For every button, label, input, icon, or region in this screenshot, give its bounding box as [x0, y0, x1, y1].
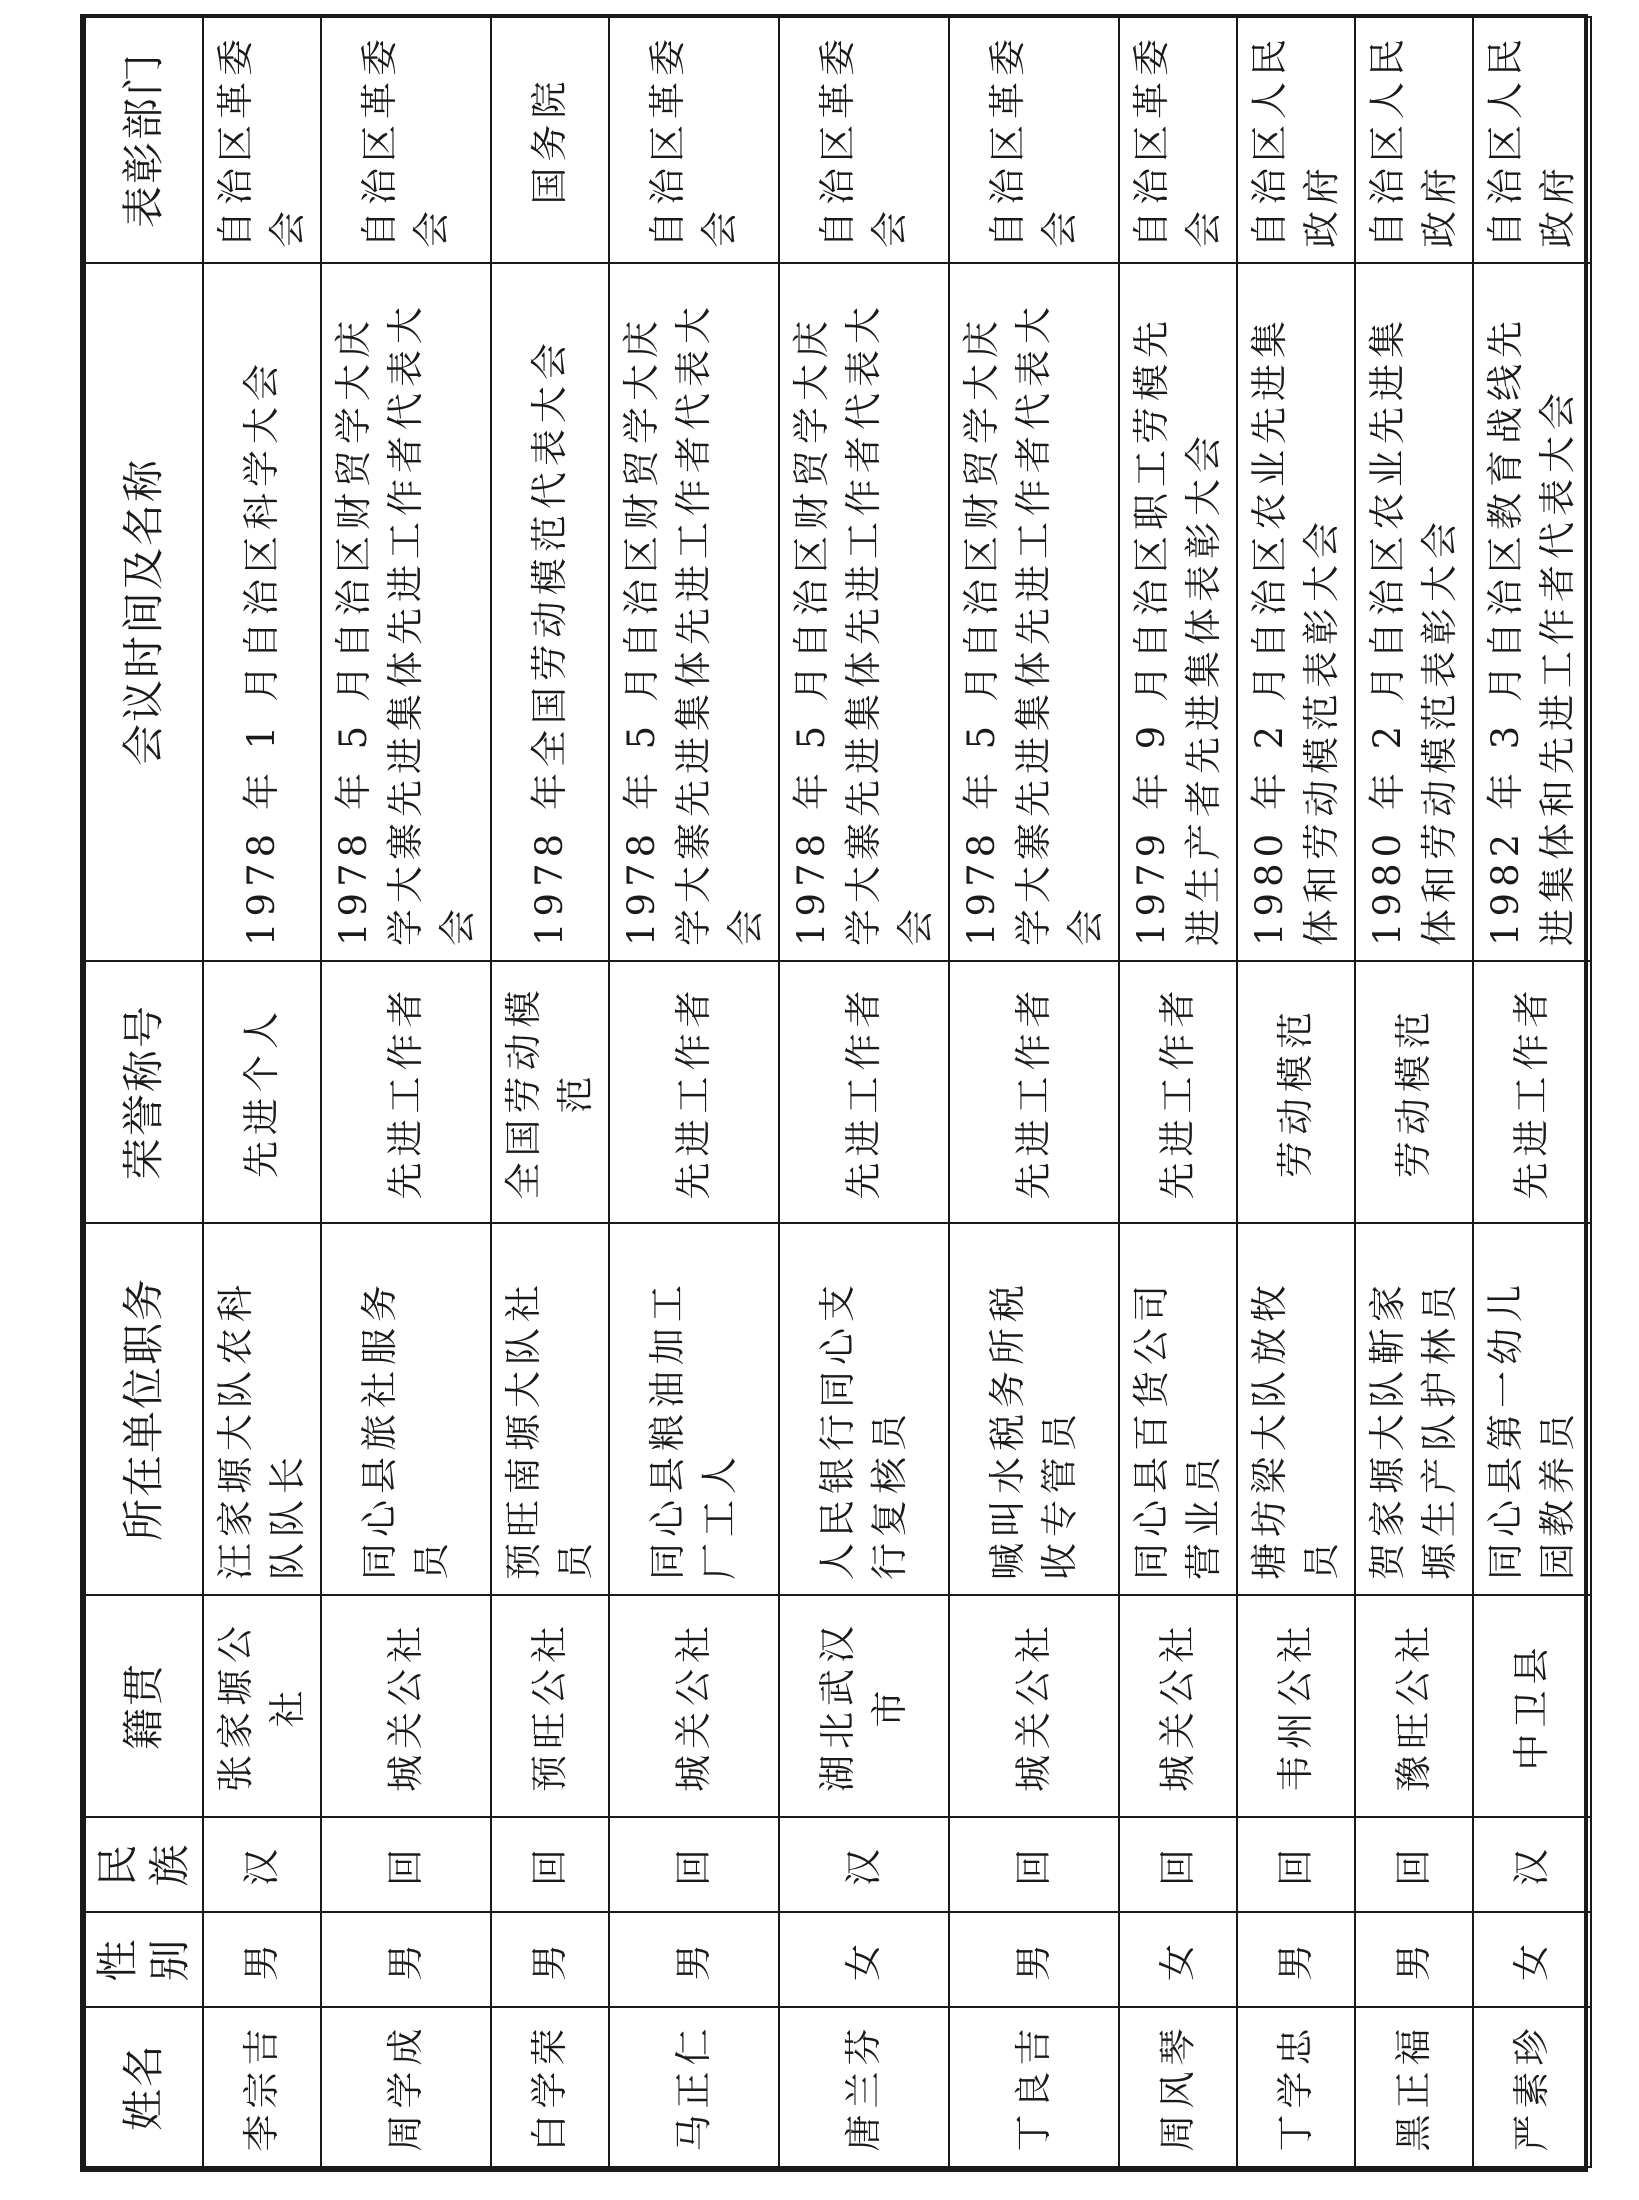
cell-name: 丁良吉	[949, 2007, 1119, 2167]
cell-meeting: 1980 年 2 月自治区农业先进集体和劳动模范表彰大会	[1237, 263, 1355, 961]
cell-origin: 预旺公社	[491, 1595, 609, 1817]
cell-ethnicity: 回	[321, 1817, 491, 1912]
cell-gender: 男	[949, 1912, 1119, 2007]
header-name: 姓名	[85, 2007, 203, 2167]
cell-honor: 劳动模范	[1355, 961, 1473, 1223]
cell-ethnicity: 汉	[1473, 1817, 1591, 1912]
cell-honor: 先进个人	[203, 961, 321, 1223]
cell-meeting: 1980 年 2 月自治区农业先进集体和劳动模范表彰大会	[1355, 263, 1473, 961]
cell-origin: 城关公社	[609, 1595, 779, 1817]
cell-meeting: 1978 年 5 月自治区财贸学大庆学大寨先进集体先进工作者代表大会	[609, 263, 779, 961]
cell-dept: 自治区革委会	[1119, 17, 1237, 263]
cell-unit-position: 同心县旅社服务员	[321, 1223, 491, 1595]
cell-dept: 自治区人民政府	[1473, 17, 1591, 263]
header-dept: 表彰部门	[85, 17, 203, 263]
cell-dept: 自治区革委会	[203, 17, 321, 263]
cell-gender: 男	[203, 1912, 321, 2007]
header-gender: 性别	[85, 1912, 203, 2007]
header-honor: 荣誉称号	[85, 961, 203, 1223]
cell-origin: 湖北武汉市	[779, 1595, 949, 1817]
cell-gender: 女	[1119, 1912, 1237, 2007]
cell-ethnicity: 回	[1237, 1817, 1355, 1912]
table-row	[1237, 17, 1355, 2167]
cell-honor: 全国劳动模范	[491, 961, 609, 1223]
cell-dept: 自治区革委会	[321, 17, 491, 263]
cell-unit-position: 塘坊梁大队放牧员	[1237, 1223, 1355, 1595]
table-row	[1355, 17, 1473, 2167]
cell-honor: 先进工作者	[609, 961, 779, 1223]
table-row	[779, 17, 949, 2167]
cell-name: 马正仁	[609, 2007, 779, 2167]
cell-origin: 中卫县	[1473, 1595, 1591, 1817]
cell-meeting: 1978 年 5 月自治区财贸学大庆学大寨先进集体先进工作者代表大会	[779, 263, 949, 961]
cell-ethnicity: 汉	[203, 1817, 321, 1912]
cell-ethnicity: 回	[491, 1817, 609, 1912]
cell-origin: 城关公社	[949, 1595, 1119, 1817]
cell-dept: 自治区人民政府	[1355, 17, 1473, 263]
cell-gender: 女	[1473, 1912, 1591, 2007]
cell-honor: 先进工作者	[321, 961, 491, 1223]
cell-meeting: 1978 年 1 月自治区科学大会	[203, 263, 321, 961]
cell-honor: 先进工作者	[949, 961, 1119, 1223]
cell-ethnicity: 汉	[779, 1817, 949, 1912]
cell-dept: 自治区革委会	[949, 17, 1119, 263]
table-row	[491, 17, 609, 2167]
cell-name: 周学成	[321, 2007, 491, 2167]
table-row	[949, 17, 1119, 2167]
cell-ethnicity: 回	[949, 1817, 1119, 1912]
roster-page	[80, 14, 1588, 2172]
cell-gender: 男	[1355, 1912, 1473, 2007]
table-row	[1473, 17, 1591, 2167]
header-row	[85, 17, 203, 2167]
table-row	[609, 17, 779, 2167]
header-meeting: 会议时间及名称	[85, 263, 203, 961]
table-row	[203, 17, 321, 2167]
cell-gender: 男	[491, 1912, 609, 2007]
cell-name: 严素珍	[1473, 2007, 1591, 2167]
header-ethnicity: 民族	[85, 1817, 203, 1912]
header-unit-position: 所在单位职务	[85, 1223, 203, 1595]
cell-origin: 城关公社	[321, 1595, 491, 1817]
cell-meeting: 1978 年 5 月自治区财贸学大庆学大寨先进集体先进工作者代表大会	[949, 263, 1119, 961]
cell-unit-position: 人民银行同心支行复核员	[779, 1223, 949, 1595]
cell-meeting: 1978 年 5 月自治区财贸学大庆学大寨先进集体先进工作者代表大会	[321, 263, 491, 961]
cell-meeting: 1982 年 3 月自治区教育战线先进集体和先进工作者代表大会	[1473, 263, 1591, 961]
table-row	[321, 17, 491, 2167]
cell-dept: 自治区人民政府	[1237, 17, 1355, 263]
cell-honor: 先进工作者	[1473, 961, 1591, 1223]
cell-honor: 先进工作者	[1119, 961, 1237, 1223]
cell-ethnicity: 回	[1119, 1817, 1237, 1912]
header-origin: 籍贯	[85, 1595, 203, 1817]
cell-meeting: 1978 年全国劳动模范代表大会	[491, 263, 609, 961]
cell-gender: 男	[609, 1912, 779, 2007]
cell-ethnicity: 回	[1355, 1817, 1473, 1912]
cell-unit-position: 预旺南塬大队社员	[491, 1223, 609, 1595]
cell-name: 周风琴	[1119, 2007, 1237, 2167]
cell-gender: 男	[1237, 1912, 1355, 2007]
cell-origin: 豫旺公社	[1355, 1595, 1473, 1817]
cell-name: 白学荣	[491, 2007, 609, 2167]
cell-dept: 自治区革委会	[779, 17, 949, 263]
table-row	[1119, 17, 1237, 2167]
cell-origin: 张家塬公社	[203, 1595, 321, 1817]
cell-name: 李宗吉	[203, 2007, 321, 2167]
cell-gender: 女	[779, 1912, 949, 2007]
cell-unit-position: 喊叫水税务所税收专管员	[949, 1223, 1119, 1595]
cell-honor: 劳动模范	[1237, 961, 1355, 1223]
cell-ethnicity: 回	[609, 1817, 779, 1912]
cell-name: 唐兰芬	[779, 2007, 949, 2167]
cell-gender: 男	[321, 1912, 491, 2007]
cell-dept: 国务院	[491, 17, 609, 263]
cell-unit-position: 同心县第一幼儿园教养员	[1473, 1223, 1591, 1595]
honor-roster-table	[84, 16, 1592, 2168]
cell-unit-position: 同心县粮油加工厂工人	[609, 1223, 779, 1595]
cell-unit-position: 同心县百货公司营业员	[1119, 1223, 1237, 1595]
cell-name: 丁学忠	[1237, 2007, 1355, 2167]
rotated-table-wrapper	[84, 18, 1584, 2168]
cell-origin: 韦州公社	[1237, 1595, 1355, 1817]
cell-name: 黑正福	[1355, 2007, 1473, 2167]
cell-honor: 先进工作者	[779, 961, 949, 1223]
cell-dept: 自治区革委会	[609, 17, 779, 263]
cell-unit-position: 汪家塬大队农科队队长	[203, 1223, 321, 1595]
cell-unit-position: 贺家塬大队靳家塬生产队护林员	[1355, 1223, 1473, 1595]
cell-origin: 城关公社	[1119, 1595, 1237, 1817]
cell-meeting: 1979 年 9 月自治区职工劳模先进生产者先进集体表彰大会	[1119, 263, 1237, 961]
